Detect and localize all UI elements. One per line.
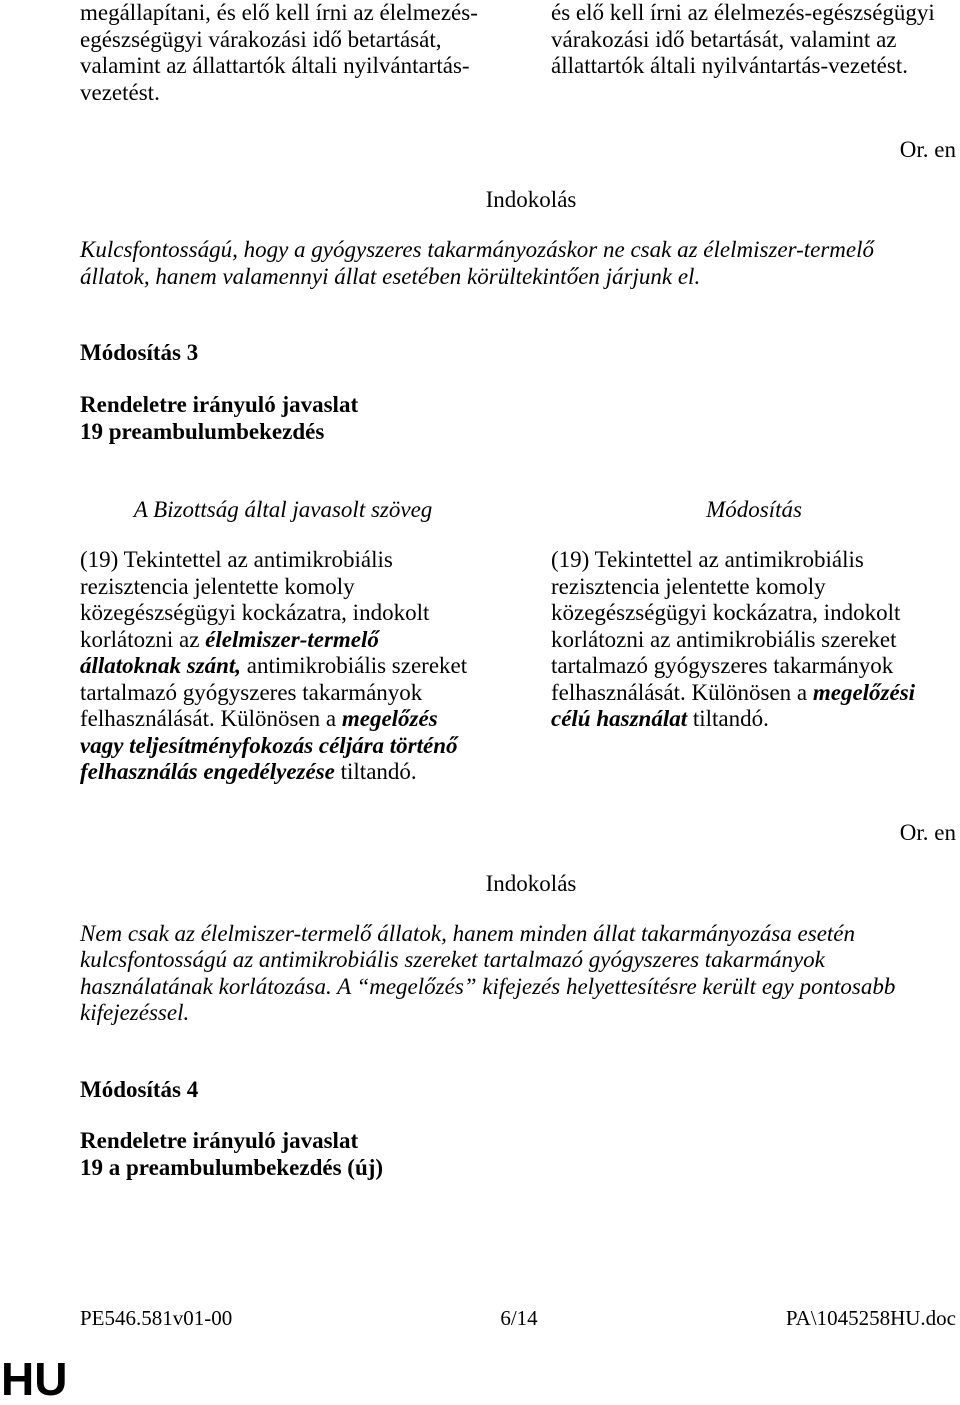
original-language-label: Or. en [899, 137, 956, 162]
amendment-proposal-block [80, 1128, 383, 1181]
text-segment: tiltandó. [334, 759, 417, 784]
text-line [80, 0, 478, 27]
emphasized-text: élelmiszer-termelő [205, 626, 379, 652]
text-segment: Kulcsfontosságú, hogy a gyógyszeres takarmányozáskor ne csak az élelmiszer-termelő [80, 237, 874, 262]
text-segment: korlátozni az [80, 626, 206, 652]
text-segment: kifejezéssel. [80, 999, 190, 1025]
emphasized-text: állatoknak szánt, [80, 653, 242, 678]
text-segment: állattartók általi nyilvántartás-vezetést. [551, 53, 908, 78]
text-segment: tartalmazó gyógyszeres takarmányok [80, 679, 423, 705]
text-segment: várakozási idő betartását, valamint az [551, 26, 897, 52]
text-line [80, 627, 467, 654]
text-line [551, 627, 915, 654]
text-line [80, 574, 467, 601]
emphasized-text: megelőzési [812, 679, 916, 705]
justification-text [80, 237, 874, 290]
text-segment: megállapítani, és elő kell írni az élelmezés- [80, 0, 478, 25]
text-line [551, 27, 935, 54]
text-segment: Nem csak az élelmiszer-termelő állatok, hanem minden állat takarmányozása esetén [80, 921, 856, 946]
amendment-proposal-block [80, 392, 358, 445]
text-line [551, 680, 915, 707]
text-segment: rezisztencia jelentette komoly [80, 573, 355, 599]
text-line [80, 921, 895, 947]
text-segment: vezetést. [80, 79, 160, 105]
amendment-text-column [551, 547, 915, 733]
amendment-text-header: Módosítás [706, 497, 802, 522]
text-segment: közegészségügyi kockázatra, indokolt [551, 600, 901, 625]
text-line [80, 680, 467, 707]
text-segment: kulcsfontosságú az antimikrobiális szereket tartalmazó gyógyszeres takarmányok [80, 947, 825, 973]
text-segment: (19) Tekintettel az antimikrobiális [551, 547, 864, 572]
text-line [551, 0, 935, 27]
proposal-reference: 19 a preambulumbekezdés (új) [80, 1154, 384, 1180]
text-segment: állatok, hanem valamennyi állat esetében körültekintően járjunk el. [80, 263, 701, 289]
footer-file-name: PA\1045258HU.doc [785, 1306, 956, 1330]
text-segment: közegészségügyi kockázatra, indokolt [80, 600, 430, 625]
commission-text-header: A Bizottság által javasolt szöveg [133, 497, 433, 522]
text-line [551, 653, 915, 680]
text-line [80, 27, 478, 54]
text-segment: korlátozni az antimikrobiális szereket [551, 626, 897, 652]
justification-text [80, 921, 895, 1026]
text-line [80, 600, 467, 627]
footer-page-number: 6/14 [500, 1306, 538, 1330]
text-line [80, 947, 895, 973]
text-segment: és elő kell írni az élelmezés-egészségügyi [551, 0, 935, 25]
commission-text-column [80, 547, 467, 786]
text-line [80, 547, 467, 574]
text-line [551, 547, 915, 574]
emphasized-text: felhasználás engedélyezése [80, 759, 335, 784]
text-segment: felhasználását. Különösen a [551, 679, 813, 705]
emphasized-text: megelőzés [341, 706, 438, 731]
text-segment: tiltandó. [687, 706, 769, 731]
text-segment: felhasználását. Különösen a [80, 706, 342, 731]
text-segment: rezisztencia jelentette komoly [551, 573, 826, 599]
text-segment: egészségügyi várakozási idő betartását, [80, 26, 442, 52]
amendment-title: Módosítás 4 [80, 1077, 199, 1102]
text-line [80, 237, 874, 264]
proposal-reference: 19 preambulumbekezdés [80, 418, 325, 444]
justification-heading: Indokolás [485, 871, 577, 896]
text-line [80, 653, 467, 680]
text-line [80, 706, 467, 733]
text-segment: (19) Tekintettel az antimikrobiális [80, 547, 393, 572]
text-segment: valamint az állattartók általi nyilvántartás- [80, 53, 470, 78]
text-line [80, 264, 874, 291]
proposal-label: Rendeletre irányuló javaslat [80, 1128, 359, 1153]
text-line [551, 574, 915, 601]
text-segment: használatának korlátozása. A “megelőzés” kifejezés helyettesítésre került egy pontosabb [80, 973, 896, 999]
text-line [80, 974, 895, 1000]
text-line [80, 53, 478, 80]
language-code-label: HU [1, 1353, 68, 1405]
previous-commission-text [80, 0, 478, 106]
footer-document-number: PE546.581v01-00 [80, 1306, 233, 1330]
proposal-label: Rendeletre irányuló javaslat [80, 392, 359, 417]
text-segment: antimikrobiális szereket [241, 653, 468, 678]
text-line [80, 80, 478, 107]
justification-heading: Indokolás [485, 187, 577, 212]
text-line [80, 1000, 895, 1026]
previous-amended-text [551, 0, 935, 80]
amendment-title: Módosítás 3 [80, 340, 199, 365]
text-line [551, 706, 915, 733]
text-line [80, 759, 467, 786]
text-line [551, 53, 935, 80]
text-segment: tartalmazó gyógyszeres takarmányok [551, 653, 894, 678]
text-line [551, 600, 915, 627]
original-language-label: Or. en [899, 820, 956, 845]
text-line [80, 733, 467, 760]
emphasized-text: célú használat [551, 706, 688, 731]
emphasized-text: vagy teljesítményfokozás céljára történő [80, 732, 458, 758]
